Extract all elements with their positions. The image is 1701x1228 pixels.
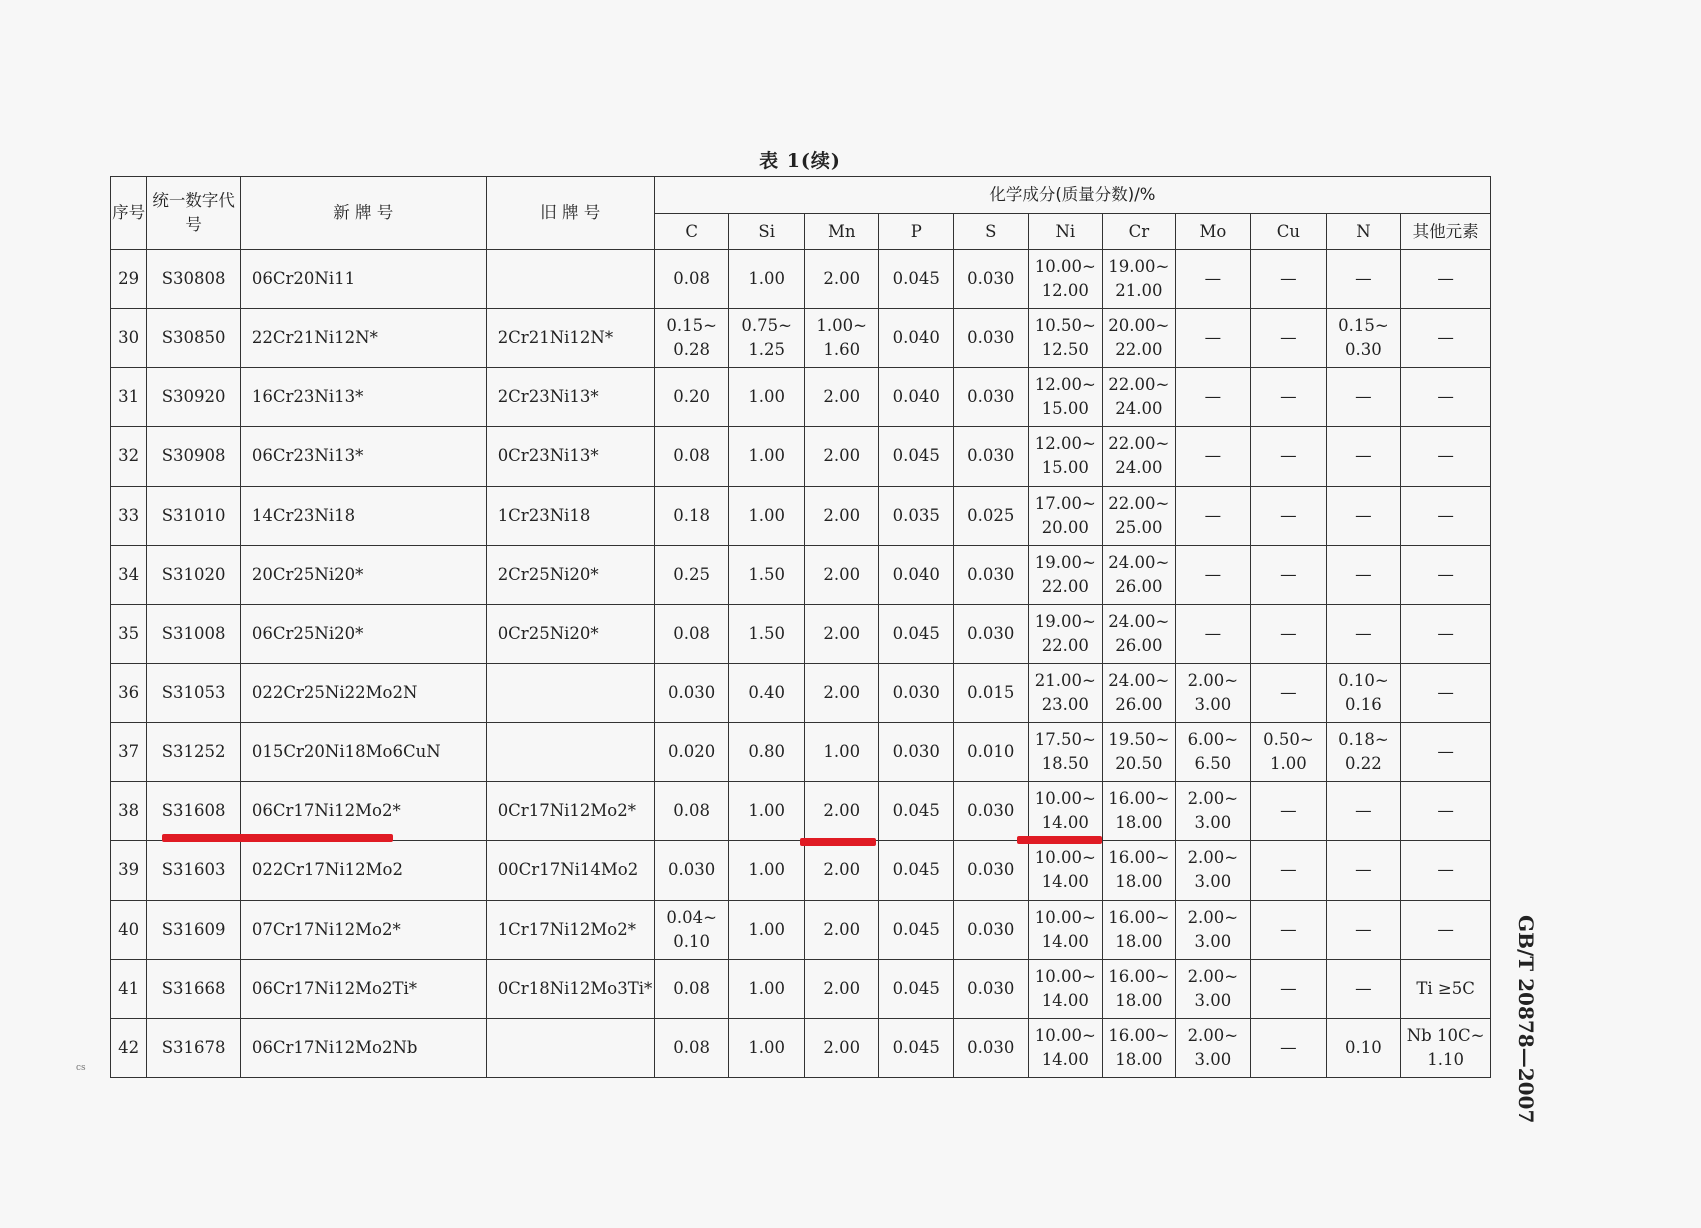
cell-s: 0.030: [954, 1018, 1029, 1077]
cell-code: S31008: [147, 604, 241, 663]
header-old-grade: 旧 牌 号: [486, 177, 654, 250]
table-row: [111, 1018, 1491, 1077]
cell-ni: 10.00~ 14.00: [1028, 841, 1103, 900]
header-element: P: [879, 214, 954, 250]
cell-s: 0.030: [954, 900, 1029, 959]
cell-cr: 16.00~ 18.00: [1103, 841, 1176, 900]
header-element: N: [1326, 214, 1401, 250]
cell-mo: 2.00~ 3.00: [1175, 782, 1251, 841]
cell-new-grade: 06Cr17Ni12Mo2*: [240, 782, 486, 841]
cell-mo: —: [1175, 368, 1251, 427]
header-element: Cu: [1251, 214, 1327, 250]
cell-s: 0.030: [954, 545, 1029, 604]
cell-other: —: [1401, 604, 1491, 663]
header-element: S: [954, 214, 1029, 250]
cell-cr: 19.50~ 20.50: [1103, 723, 1176, 782]
cell-s: 0.015: [954, 663, 1029, 722]
table-row: [111, 900, 1491, 959]
cell-other: —: [1401, 900, 1491, 959]
cell-ni: 10.00~ 14.00: [1028, 782, 1103, 841]
cell-cr: 16.00~ 18.00: [1103, 1018, 1176, 1077]
cell-new-grade: 015Cr20Ni18Mo6CuN: [240, 723, 486, 782]
cell-cr: 24.00~ 26.00: [1103, 545, 1176, 604]
header-element: Cr: [1103, 214, 1176, 250]
cell-old-grade: 2Cr25Ni20*: [486, 545, 654, 604]
cell-other: Nb 10C~ 1.10: [1401, 1018, 1491, 1077]
cell-cu: —: [1251, 782, 1327, 841]
cell-c: 0.25: [654, 545, 729, 604]
cell-code: S30808: [147, 250, 241, 309]
cell-cu: —: [1251, 427, 1327, 486]
cell-old-grade: 2Cr21Ni12N*: [486, 309, 654, 368]
cell-code: S31603: [147, 841, 241, 900]
header-element: C: [654, 214, 729, 250]
table-row: [111, 250, 1491, 309]
cell-s: 0.010: [954, 723, 1029, 782]
cell-s: 0.030: [954, 782, 1029, 841]
cell-old-grade: [486, 723, 654, 782]
cell-ni: 10.00~ 12.00: [1028, 250, 1103, 309]
header-code: 统一数字代号: [147, 177, 241, 250]
cell-mn: 2.00: [804, 959, 879, 1018]
header-element: Mn: [804, 214, 879, 250]
cell-other: —: [1401, 250, 1491, 309]
cell-old-grade: [486, 1018, 654, 1077]
cell-old-grade: [486, 250, 654, 309]
cell-p: 0.045: [879, 900, 954, 959]
table-row: [111, 723, 1491, 782]
cell-code: S31609: [147, 900, 241, 959]
cell-n: —: [1326, 959, 1401, 1018]
cell-seq: 30: [111, 309, 147, 368]
cell-ni: 19.00~ 22.00: [1028, 604, 1103, 663]
table-row: [111, 486, 1491, 545]
cell-cu: —: [1251, 841, 1327, 900]
cell-n: —: [1326, 900, 1401, 959]
cell-n: 0.10~ 0.16: [1326, 663, 1401, 722]
cell-old-grade: [486, 663, 654, 722]
cell-s: 0.030: [954, 604, 1029, 663]
cell-n: —: [1326, 250, 1401, 309]
cell-other: —: [1401, 309, 1491, 368]
cell-code: S31668: [147, 959, 241, 1018]
cell-n: 0.10: [1326, 1018, 1401, 1077]
cell-cu: —: [1251, 959, 1327, 1018]
cell-seq: 35: [111, 604, 147, 663]
cell-new-grade: 14Cr23Ni18: [240, 486, 486, 545]
cell-seq: 36: [111, 663, 147, 722]
header-element: Si: [729, 214, 805, 250]
table-row: [111, 427, 1491, 486]
cell-cu: —: [1251, 368, 1327, 427]
cell-s: 0.030: [954, 250, 1029, 309]
cell-cu: —: [1251, 663, 1327, 722]
cell-p: 0.040: [879, 368, 954, 427]
cell-cr: 20.00~ 22.00: [1103, 309, 1176, 368]
cell-p: 0.030: [879, 723, 954, 782]
cell-ni: 12.00~ 15.00: [1028, 427, 1103, 486]
cell-cr: 22.00~ 24.00: [1103, 368, 1176, 427]
red-underline-mark: [800, 838, 876, 846]
cell-seq: 34: [111, 545, 147, 604]
cell-old-grade: 0Cr18Ni12Mo3Ti*: [486, 959, 654, 1018]
cell-mn: 2.00: [804, 663, 879, 722]
header-element: Mo: [1175, 214, 1251, 250]
cell-cu: —: [1251, 250, 1327, 309]
cell-seq: 37: [111, 723, 147, 782]
cell-mn: 2.00: [804, 368, 879, 427]
cell-mn: 2.00: [804, 250, 879, 309]
cell-seq: 42: [111, 1018, 147, 1077]
header-new-grade: 新 牌 号: [240, 177, 486, 250]
cell-mo: —: [1175, 545, 1251, 604]
cell-cu: —: [1251, 486, 1327, 545]
cell-n: 0.18~ 0.22: [1326, 723, 1401, 782]
cell-s: 0.030: [954, 309, 1029, 368]
cell-p: 0.045: [879, 604, 954, 663]
cell-c: 0.030: [654, 663, 729, 722]
cell-si: 1.00: [729, 900, 805, 959]
cell-new-grade: 06Cr25Ni20*: [240, 604, 486, 663]
cell-new-grade: 06Cr23Ni13*: [240, 427, 486, 486]
cell-p: 0.045: [879, 782, 954, 841]
cell-c: 0.04~ 0.10: [654, 900, 729, 959]
cell-code: S31053: [147, 663, 241, 722]
header-seq: 序号: [111, 177, 147, 250]
cell-other: Ti ≥5C: [1401, 959, 1491, 1018]
cell-s: 0.030: [954, 841, 1029, 900]
cell-cu: —: [1251, 1018, 1327, 1077]
cell-ni: 12.00~ 15.00: [1028, 368, 1103, 427]
cell-code: S31010: [147, 486, 241, 545]
cell-c: 0.08: [654, 959, 729, 1018]
cell-n: —: [1326, 486, 1401, 545]
cell-p: 0.045: [879, 841, 954, 900]
cell-mo: 6.00~ 6.50: [1175, 723, 1251, 782]
cell-new-grade: 022Cr25Ni22Mo2N: [240, 663, 486, 722]
cell-c: 0.030: [654, 841, 729, 900]
cell-code: S30908: [147, 427, 241, 486]
cell-other: —: [1401, 545, 1491, 604]
cell-code: S31678: [147, 1018, 241, 1077]
cell-si: 1.00: [729, 368, 805, 427]
cell-c: 0.020: [654, 723, 729, 782]
table-row: [111, 782, 1491, 841]
table-row: [111, 663, 1491, 722]
cell-mo: 2.00~ 3.00: [1175, 959, 1251, 1018]
cell-mo: —: [1175, 486, 1251, 545]
cell-mn: 1.00~ 1.60: [804, 309, 879, 368]
cell-seq: 33: [111, 486, 147, 545]
cell-si: 1.00: [729, 250, 805, 309]
cell-ni: 17.50~ 18.50: [1028, 723, 1103, 782]
cell-c: 0.08: [654, 1018, 729, 1077]
cell-si: 1.00: [729, 782, 805, 841]
cell-p: 0.045: [879, 959, 954, 1018]
header-element: Ni: [1028, 214, 1103, 250]
table-row: [111, 309, 1491, 368]
table-row: [111, 545, 1491, 604]
cell-cr: 16.00~ 18.00: [1103, 959, 1176, 1018]
cell-code: S31252: [147, 723, 241, 782]
cell-new-grade: 06Cr17Ni12Mo2Nb: [240, 1018, 486, 1077]
cell-c: 0.08: [654, 782, 729, 841]
cell-p: 0.045: [879, 1018, 954, 1077]
cell-cr: 22.00~ 24.00: [1103, 427, 1176, 486]
cell-code: S30920: [147, 368, 241, 427]
cell-new-grade: 06Cr20Ni11: [240, 250, 486, 309]
cell-old-grade: 0Cr25Ni20*: [486, 604, 654, 663]
cell-s: 0.030: [954, 959, 1029, 1018]
cell-p: 0.040: [879, 545, 954, 604]
cell-old-grade: 1Cr17Ni12Mo2*: [486, 900, 654, 959]
cell-p: 0.040: [879, 309, 954, 368]
cell-seq: 32: [111, 427, 147, 486]
cell-seq: 41: [111, 959, 147, 1018]
cell-cr: 16.00~ 18.00: [1103, 782, 1176, 841]
cell-ni: 17.00~ 20.00: [1028, 486, 1103, 545]
cell-other: —: [1401, 841, 1491, 900]
cell-p: 0.035: [879, 486, 954, 545]
cell-mn: 2.00: [804, 604, 879, 663]
cell-mo: —: [1175, 250, 1251, 309]
cell-cu: —: [1251, 900, 1327, 959]
cell-mo: 2.00~ 3.00: [1175, 900, 1251, 959]
cell-new-grade: 22Cr21Ni12N*: [240, 309, 486, 368]
cell-cu: —: [1251, 604, 1327, 663]
cell-new-grade: 20Cr25Ni20*: [240, 545, 486, 604]
cell-mo: —: [1175, 604, 1251, 663]
cell-ni: 10.00~ 14.00: [1028, 900, 1103, 959]
cell-si: 1.00: [729, 486, 805, 545]
cell-si: 1.50: [729, 604, 805, 663]
cell-code: S31608: [147, 782, 241, 841]
cell-mn: 2.00: [804, 427, 879, 486]
cell-new-grade: 16Cr23Ni13*: [240, 368, 486, 427]
cell-ni: 10.00~ 14.00: [1028, 1018, 1103, 1077]
cell-new-grade: 06Cr17Ni12Mo2Ti*: [240, 959, 486, 1018]
cell-si: 0.80: [729, 723, 805, 782]
cell-old-grade: 00Cr17Ni14Mo2: [486, 841, 654, 900]
chemical-composition-table: [110, 176, 1491, 1078]
red-underline-mark: [1017, 836, 1102, 844]
cell-mo: —: [1175, 309, 1251, 368]
cell-seq: 39: [111, 841, 147, 900]
cell-old-grade: 0Cr17Ni12Mo2*: [486, 782, 654, 841]
table-row: [111, 841, 1491, 900]
cell-c: 0.08: [654, 604, 729, 663]
cell-mo: 2.00~ 3.00: [1175, 841, 1251, 900]
cell-other: —: [1401, 368, 1491, 427]
cell-other: —: [1401, 486, 1491, 545]
cell-cu: —: [1251, 545, 1327, 604]
cell-mn: 2.00: [804, 486, 879, 545]
cell-c: 0.08: [654, 427, 729, 486]
cell-cr: 24.00~ 26.00: [1103, 663, 1176, 722]
cell-cr: 22.00~ 25.00: [1103, 486, 1176, 545]
cell-other: —: [1401, 427, 1491, 486]
cell-c: 0.18: [654, 486, 729, 545]
cell-si: 1.50: [729, 545, 805, 604]
cell-cr: 24.00~ 26.00: [1103, 604, 1176, 663]
cell-old-grade: 2Cr23Ni13*: [486, 368, 654, 427]
cell-c: 0.20: [654, 368, 729, 427]
cell-n: —: [1326, 782, 1401, 841]
cell-s: 0.025: [954, 486, 1029, 545]
cell-si: 1.00: [729, 959, 805, 1018]
header-composition: 化学成分(质量分数)/%: [654, 177, 1490, 214]
cell-old-grade: 1Cr23Ni18: [486, 486, 654, 545]
cell-seq: 31: [111, 368, 147, 427]
cell-si: 0.75~ 1.25: [729, 309, 805, 368]
cell-new-grade: 022Cr17Ni12Mo2: [240, 841, 486, 900]
cell-mo: —: [1175, 427, 1251, 486]
cell-cr: 19.00~ 21.00: [1103, 250, 1176, 309]
cell-n: 0.15~ 0.30: [1326, 309, 1401, 368]
cell-mn: 2.00: [804, 900, 879, 959]
cell-p: 0.030: [879, 663, 954, 722]
table-caption: 表 1(续): [759, 150, 841, 172]
cell-mn: 2.00: [804, 1018, 879, 1077]
cell-ni: 10.50~ 12.50: [1028, 309, 1103, 368]
cell-ni: 10.00~ 14.00: [1028, 959, 1103, 1018]
cell-other: —: [1401, 723, 1491, 782]
cell-cu: —: [1251, 309, 1327, 368]
cell-mn: 2.00: [804, 841, 879, 900]
table-row: [111, 368, 1491, 427]
cell-other: —: [1401, 663, 1491, 722]
cell-s: 0.030: [954, 368, 1029, 427]
cell-s: 0.030: [954, 427, 1029, 486]
cell-new-grade: 07Cr17Ni12Mo2*: [240, 900, 486, 959]
cell-other: —: [1401, 782, 1491, 841]
cell-old-grade: 0Cr23Ni13*: [486, 427, 654, 486]
cell-n: —: [1326, 368, 1401, 427]
cell-code: S30850: [147, 309, 241, 368]
cell-n: —: [1326, 427, 1401, 486]
cell-n: —: [1326, 604, 1401, 663]
cell-mn: 2.00: [804, 782, 879, 841]
cell-seq: 29: [111, 250, 147, 309]
cell-mo: 2.00~ 3.00: [1175, 663, 1251, 722]
cell-si: 1.00: [729, 427, 805, 486]
cell-seq: 40: [111, 900, 147, 959]
standard-number: GB/T 20878—2007: [1514, 915, 1538, 1124]
cell-seq: 38: [111, 782, 147, 841]
cell-cr: 16.00~ 18.00: [1103, 900, 1176, 959]
table-row: [111, 959, 1491, 1018]
cell-ni: 21.00~ 23.00: [1028, 663, 1103, 722]
cell-ni: 19.00~ 22.00: [1028, 545, 1103, 604]
cell-c: 0.08: [654, 250, 729, 309]
cell-n: —: [1326, 841, 1401, 900]
cell-n: —: [1326, 545, 1401, 604]
cell-code: S31020: [147, 545, 241, 604]
cell-si: 1.00: [729, 841, 805, 900]
cell-p: 0.045: [879, 250, 954, 309]
cell-cu: 0.50~ 1.00: [1251, 723, 1327, 782]
page-mark: cs: [76, 1063, 86, 1073]
cell-mn: 2.00: [804, 545, 879, 604]
cell-si: 1.00: [729, 1018, 805, 1077]
cell-p: 0.045: [879, 427, 954, 486]
cell-c: 0.15~ 0.28: [654, 309, 729, 368]
cell-mn: 1.00: [804, 723, 879, 782]
cell-mo: 2.00~ 3.00: [1175, 1018, 1251, 1077]
red-underline-mark: [162, 834, 393, 842]
table-row: [111, 604, 1491, 663]
cell-si: 0.40: [729, 663, 805, 722]
header-element: 其他元素: [1401, 214, 1491, 250]
